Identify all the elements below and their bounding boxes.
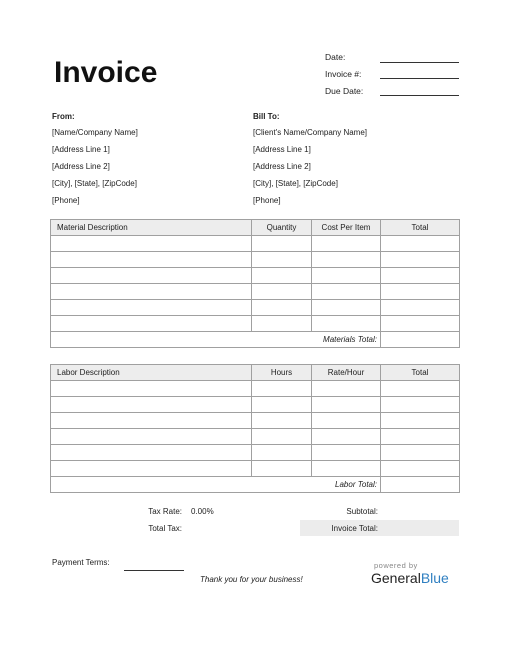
date-field[interactable] bbox=[380, 62, 459, 63]
material-total-header: Total bbox=[381, 220, 460, 236]
cost-per-item-cell[interactable] bbox=[312, 268, 381, 284]
cost-per-item-cell[interactable] bbox=[312, 252, 381, 268]
cost-per-item-cell[interactable] bbox=[312, 300, 381, 316]
rate-per-hour-cell[interactable] bbox=[312, 445, 381, 461]
labor-description-cell[interactable] bbox=[51, 461, 252, 477]
quantity-cell[interactable] bbox=[252, 316, 312, 332]
material-description-cell[interactable] bbox=[51, 268, 252, 284]
tax-rate-value[interactable]: 0.00% bbox=[191, 507, 214, 516]
bill-to-line: [Address Line 1] bbox=[253, 145, 311, 154]
labor-total-label: Labor Total: bbox=[51, 477, 381, 493]
due-date-field[interactable] bbox=[380, 95, 459, 96]
hours-header: Hours bbox=[252, 365, 312, 381]
invoice-number-label: Invoice #: bbox=[325, 69, 362, 79]
cost-per-item-header: Cost Per Item bbox=[312, 220, 381, 236]
cost-per-item-cell[interactable] bbox=[312, 284, 381, 300]
labor-total-cell[interactable] bbox=[381, 413, 460, 429]
quantity-cell[interactable] bbox=[252, 252, 312, 268]
table-row bbox=[51, 236, 460, 252]
labor-total-cell[interactable] bbox=[381, 397, 460, 413]
rate-per-hour-cell[interactable] bbox=[312, 429, 381, 445]
materials-total-value[interactable] bbox=[381, 332, 460, 348]
material-total-cell[interactable] bbox=[381, 316, 460, 332]
subtotal-value[interactable] bbox=[380, 503, 459, 518]
table-row bbox=[51, 413, 460, 429]
table-row bbox=[51, 300, 460, 316]
from-line: [Address Line 2] bbox=[52, 162, 110, 171]
material-description-header: Material Description bbox=[51, 220, 252, 236]
bill-to-line: [Address Line 2] bbox=[253, 162, 311, 171]
quantity-cell[interactable] bbox=[252, 236, 312, 252]
from-line: [Address Line 1] bbox=[52, 145, 110, 154]
materials-table bbox=[50, 219, 460, 348]
rate-per-hour-cell[interactable] bbox=[312, 461, 381, 477]
table-row bbox=[51, 397, 460, 413]
labor-total-cell[interactable] bbox=[381, 381, 460, 397]
invoice-total-value[interactable] bbox=[380, 520, 459, 536]
labor-total-cell[interactable] bbox=[381, 429, 460, 445]
bill-to-heading: Bill To: bbox=[253, 112, 280, 121]
hours-cell[interactable] bbox=[252, 445, 312, 461]
hours-cell[interactable] bbox=[252, 429, 312, 445]
table-row bbox=[51, 316, 460, 332]
table-row bbox=[51, 381, 460, 397]
date-label: Date: bbox=[325, 52, 346, 62]
labor-description-cell[interactable] bbox=[51, 381, 252, 397]
bill-to-line: [Phone] bbox=[253, 196, 281, 205]
total-tax-value[interactable] bbox=[191, 521, 251, 536]
quantity-cell[interactable] bbox=[252, 284, 312, 300]
quantity-header: Quantity bbox=[252, 220, 312, 236]
labor-description-header: Labor Description bbox=[51, 365, 252, 381]
material-total-cell[interactable] bbox=[381, 284, 460, 300]
from-line: [Phone] bbox=[52, 196, 80, 205]
labor-header-row bbox=[51, 365, 460, 381]
material-description-cell[interactable] bbox=[51, 284, 252, 300]
brand-general: General bbox=[371, 570, 421, 586]
from-heading: From: bbox=[52, 112, 75, 121]
cost-per-item-cell[interactable] bbox=[312, 316, 381, 332]
rate-per-hour-cell[interactable] bbox=[312, 381, 381, 397]
material-description-cell[interactable] bbox=[51, 300, 252, 316]
invoice-total-label: Invoice Total: bbox=[331, 524, 378, 533]
labor-description-cell[interactable] bbox=[51, 397, 252, 413]
rate-per-hour-cell[interactable] bbox=[312, 413, 381, 429]
labor-total-header: Total bbox=[381, 365, 460, 381]
table-row bbox=[51, 252, 460, 268]
generalblue-logo bbox=[371, 570, 449, 586]
material-description-cell[interactable] bbox=[51, 252, 252, 268]
quantity-cell[interactable] bbox=[252, 268, 312, 284]
material-description-cell[interactable] bbox=[51, 236, 252, 252]
table-row bbox=[51, 268, 460, 284]
labor-description-cell[interactable] bbox=[51, 445, 252, 461]
materials-total-row bbox=[51, 332, 460, 348]
hours-cell[interactable] bbox=[252, 381, 312, 397]
invoice-number-field[interactable] bbox=[380, 78, 459, 79]
payment-terms-label: Payment Terms: bbox=[52, 558, 110, 567]
material-description-cell[interactable] bbox=[51, 316, 252, 332]
bill-to-line: [Client's Name/Company Name] bbox=[253, 128, 368, 137]
materials-total-label: Materials Total: bbox=[51, 332, 381, 348]
material-total-cell[interactable] bbox=[381, 268, 460, 284]
table-row bbox=[51, 445, 460, 461]
due-date-label: Due Date: bbox=[325, 86, 364, 96]
labor-total-value[interactable] bbox=[381, 477, 460, 493]
from-line: [Name/Company Name] bbox=[52, 128, 138, 137]
table-row bbox=[51, 461, 460, 477]
rate-per-hour-cell[interactable] bbox=[312, 397, 381, 413]
hours-cell[interactable] bbox=[252, 461, 312, 477]
from-line: [City], [State], [ZipCode] bbox=[52, 179, 137, 188]
material-total-cell[interactable] bbox=[381, 252, 460, 268]
labor-total-cell[interactable] bbox=[381, 461, 460, 477]
material-total-cell[interactable] bbox=[381, 300, 460, 316]
total-tax-label: Total Tax: bbox=[148, 524, 182, 533]
materials-header-row bbox=[51, 220, 460, 236]
powered-by-text: powered by bbox=[374, 561, 418, 570]
table-row bbox=[51, 284, 460, 300]
rate-per-hour-header: Rate/Hour bbox=[312, 365, 381, 381]
labor-table bbox=[50, 364, 460, 493]
brand-blue: Blue bbox=[420, 570, 449, 586]
labor-description-cell[interactable] bbox=[51, 413, 252, 429]
table-row bbox=[51, 429, 460, 445]
hours-cell[interactable] bbox=[252, 397, 312, 413]
labor-description-cell[interactable] bbox=[51, 429, 252, 445]
bill-to-line: [City], [State], [ZipCode] bbox=[253, 179, 338, 188]
labor-total-row bbox=[51, 477, 460, 493]
quantity-cell[interactable] bbox=[252, 300, 312, 316]
hours-cell[interactable] bbox=[252, 413, 312, 429]
tax-rate-label: Tax Rate: bbox=[148, 507, 182, 516]
cost-per-item-cell[interactable] bbox=[312, 236, 381, 252]
labor-total-cell[interactable] bbox=[381, 445, 460, 461]
subtotal-label: Subtotal: bbox=[346, 507, 378, 516]
invoice-title: Invoice bbox=[54, 56, 158, 89]
payment-terms-field[interactable] bbox=[124, 570, 184, 571]
material-total-cell[interactable] bbox=[381, 236, 460, 252]
thank-you-note: Thank you for your business! bbox=[200, 575, 303, 584]
